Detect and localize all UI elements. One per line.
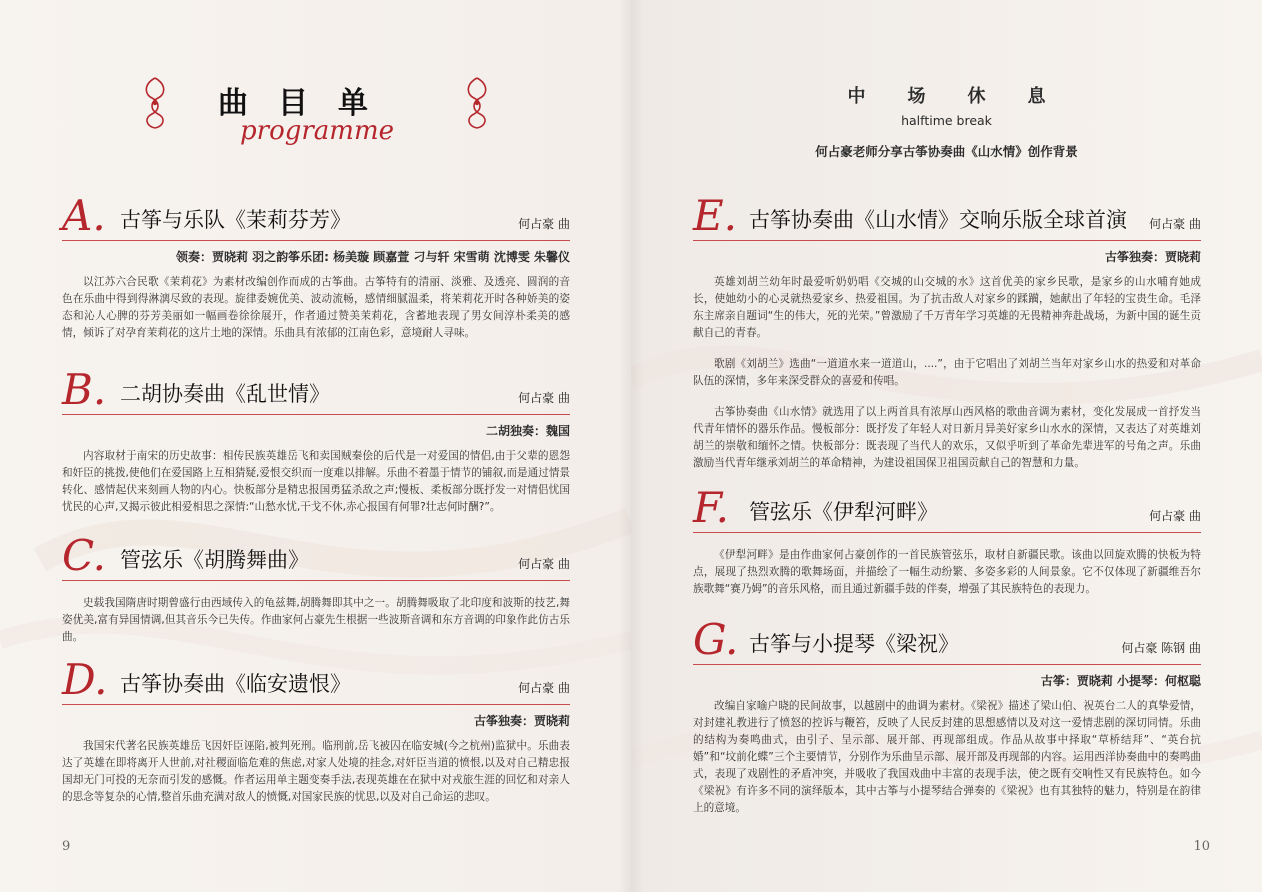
section-header — [693, 615, 1201, 665]
section-description: 改编自家喻户晓的民间故事，以越剧中的曲调为素材。《梁祝》描述了梁山伯、祝英台二人的真挚爱情，对封建礼教进行了愤怒的控诉与鞭笞，反映了人民反封建的思想感情以及对这一爱情悲剧的深切同情。乐曲的结构为奏鸣曲式，由引子、呈示部、展开部、再现部组成。作品从故事中择取“草桥结拜”、“英台抗婚”和“坟前化蝶”三个主要情节，分别作为乐曲呈示部、展开部及再现部的内容。运用西洋协奏曲中的奏鸣曲式，表现了戏剧性的矛盾冲突，并吸收了我国戏曲中丰富的表现手法，使之既有交响性又有民族特色。如今《梁祝》有许多不同的演绎版本，其中古筝与小提琴结合弹奏的《梁祝》也有其独特的魅力，特别是在韵律上的意境。 — [693, 700, 1201, 814]
section-header — [62, 531, 570, 581]
section-d — [62, 655, 570, 806]
section-letter: C. — [62, 531, 106, 580]
section-title: 古筝协奏曲《临安遗恨》 — [120, 672, 351, 696]
section-performer: 领奏：贾晓莉 羽之韵筝乐团: 杨美璇 顾嘉萱 刁与轩 宋雪萌 沈博雯 朱馨仪 — [175, 250, 570, 264]
section-letter: B. — [62, 365, 107, 414]
section-composer: 何占豪 陈钢 曲 — [1121, 641, 1201, 655]
section-description: 《伊犁河畔》是由作曲家何占豪创作的一首民族管弦乐，取材自新疆民歌。该曲以回旋欢腾的快板为特点，展现了热烈欢腾的歌舞场面，并描绘了一幅生动纷繁、多姿多彩的人间景象。它不仅体现了新疆维吾尔族歌舞“赛乃姆”的音乐风格，而且通过新疆手鼓的伴奏，增强了其民族特色的表现力。 — [693, 549, 1201, 595]
section-title: 二胡协奏曲《乱世情》 — [120, 382, 330, 406]
section-description: 英雄刘胡兰幼年时最爱听奶奶唱《交城的山交城的水》这首优美的家乡民歌，是家乡的山水哺育她成长，使她幼小的心灵就热爱家乡、热爱祖国。为了抗击敌人对家乡的蹂躏，她献出了年轻的宝贵生命。毛泽东主席亲自题词“生的伟大，死的光荣。”曾激励了千万青年学习英雄的无畏精神奔赴战场，为新中国的诞生贡献自己的青春。 — [693, 276, 1201, 339]
book-gutter — [618, 0, 644, 892]
section-composer: 何占豪 曲 — [1149, 509, 1201, 523]
section-letter: A. — [62, 191, 106, 240]
programme-subtitle: programme — [240, 116, 394, 146]
section-description: 史载我国隋唐时期曾盛行由西域传入的龟兹舞,胡腾舞即其中之一。胡腾舞吸取了北印度和波斯的技艺,舞姿优美,富有异国情调,但其音乐今已失传。作曲家何占豪先生根据一些波斯音调和东方音调的印象作此仿古乐曲。 — [62, 597, 570, 643]
section-title: 管弦乐《伊犁河畔》 — [749, 500, 938, 524]
right-ornament-icon — [462, 76, 492, 130]
section-composer: 何占豪 曲 — [518, 681, 570, 695]
section-description: 我国宋代著名民族英雄岳飞因奸臣诬陷,被判死刑。临刑前,岳飞被囚在临安城(今之杭州)监狱中。乐曲表达了英雄在即将离开人世前,对社稷面临危难的焦虑,对家人处境的挂念,对奸臣当道的愤恨,以及对自己精忠报国却无门可投的无奈而引发的感慨。作者运用单主题变奏手法,表现英雄在在狱中对戎旅生涯的回忆和对亲人的思念等复杂的心情,整首乐曲充满对敌人的愤慨,对国家民族的忧思,以及对自己命运的悲叹。 — [62, 740, 570, 803]
section-header — [62, 655, 570, 705]
section-header — [693, 191, 1201, 241]
section-composer: 何占豪 曲 — [518, 557, 570, 571]
section-a — [62, 191, 570, 342]
programme-title: 曲目单 — [218, 86, 398, 121]
section-c — [62, 531, 570, 646]
section-description: 以江苏六合民歌《茉莉花》为素材改编创作而成的古筝曲。古筝特有的清丽、淡雅、及透亮、圆润的音色在乐曲中得到得淋漓尽致的表现。旋律委婉优美、波动流畅，感情细腻温柔，将茉莉花开时各种娇美的姿态和沁人心脾的芬芳美丽如一幅画卷徐徐展开，作者通过赞美茉莉花，含蓄地表现了男女间淳朴柔美的感情，倾诉了对孕育茉莉花的这片土地的深情。乐曲具有浓郁的江南色彩，意境耐人寻味。 — [62, 276, 570, 339]
section-title: 古筝协奏曲《山水情》交响乐版全球首演 — [749, 208, 1127, 232]
section-e — [693, 191, 1201, 472]
section-header — [62, 365, 570, 415]
section-performer: 古筝独奏：贾晓莉 — [473, 714, 570, 728]
section-description: 古筝协奏曲《山水情》就选用了以上两首具有浓厚山西风格的歌曲音调为素材，变化发展成一首抒发当代青年情怀的器乐作品。慢板部分：既抒发了年轻人对日新月异美好家乡山水水的深情，又表达了对英雄刘胡兰的崇敬和缅怀之情。快板部分：既表现了当代人的欢乐，又似乎听到了革命先辈进军的号角之声。乐曲激励当代青年继承刘胡兰的革命精神，为建设祖国保卫祖国贡献自己的智慧和力量。 — [693, 406, 1201, 469]
programme-header — [140, 72, 490, 162]
section-f — [693, 483, 1201, 598]
halftime-title: 中场休息 — [847, 86, 1088, 107]
section-header — [693, 483, 1201, 533]
section-performer: 古筝独奏：贾晓莉 — [1104, 250, 1201, 264]
right-page — [631, 0, 1262, 892]
section-title: 古筝与乐队《茉莉芬芳》 — [120, 208, 351, 232]
section-composer: 何占豪 曲 — [518, 217, 570, 231]
section-letter: E. — [693, 191, 738, 240]
section-b — [62, 365, 571, 516]
section-letter: G. — [693, 615, 739, 664]
halftime-subtitle: halftime break — [901, 113, 992, 128]
section-composer: 何占豪 曲 — [518, 391, 570, 405]
section-g — [693, 615, 1201, 817]
left-ornament-icon — [140, 76, 170, 130]
section-title: 古筝与小提琴《梁祝》 — [749, 632, 959, 656]
section-letter: D. — [62, 655, 108, 704]
section-description: 歌剧《刘胡兰》选曲“一道道水来一道道山，....”，由于它唱出了刘胡兰当年对家乡山水的热爱和对革命队伍的深情，多年来深受群众的喜爱和传唱。 — [693, 358, 1201, 387]
halftime-description: 何占豪老师分享古筝协奏曲《山水情》创作背景 — [815, 144, 1078, 159]
page-number-left: 9 — [62, 839, 71, 854]
section-performer: 古筝：贾晓莉 小提琴：何枢聪 — [1040, 674, 1201, 688]
section-description: 内容取材于南宋的历史故事：相传民族英雄岳飞和卖国贼秦侩的后代是一对爱国的情侣,由于父辈的恩怨和奸臣的挑拨,使他们在爱国路上互相猜疑,爱恨交织而一度难以排解。乐曲不着墨于情节的铺叙,而是通过情景转化、感情起伏来刻画人物的内心。快板部分是精忠报国勇猛杀敌之声;慢板、柔板部分既抒发一对情侣忧国忧民的心声,又揭示彼此相爱相思之深情:“山愁水忧,干戈不休,赤心报国有何罪?壮志何时酬?”。 — [62, 450, 571, 513]
section-header — [62, 191, 570, 241]
section-title: 管弦乐《胡腾舞曲》 — [120, 548, 309, 572]
section-letter: F. — [693, 483, 729, 532]
section-composer: 何占豪 曲 — [1149, 217, 1201, 231]
page-number-right: 10 — [1193, 839, 1210, 854]
section-performer: 二胡独奏：魏国 — [485, 424, 570, 438]
